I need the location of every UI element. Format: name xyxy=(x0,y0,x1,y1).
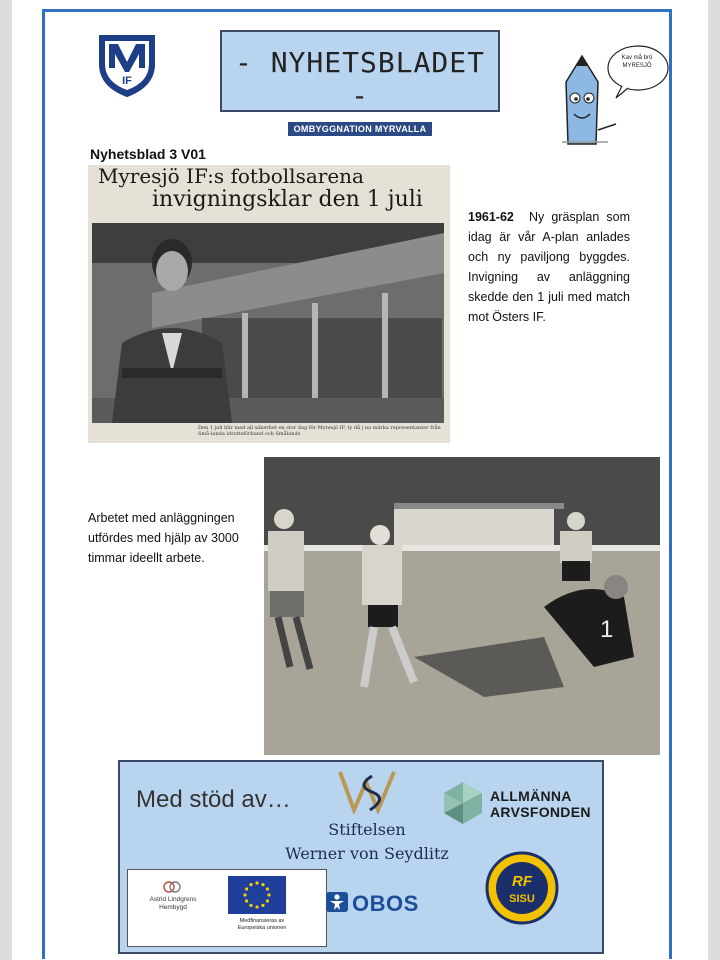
volunteer-work-paragraph: Arbetet med anläggningen utfördes med hjälp av 3000 timmar ideellt arbete. xyxy=(88,511,239,565)
rf-sisu-logo xyxy=(482,850,562,926)
jersey-number-graphic: 1 xyxy=(600,616,614,643)
astrid-line2: Hembygd xyxy=(159,904,187,911)
newsletter-title: - NYHETSBLADET - xyxy=(234,46,485,112)
arvsfonden-logo xyxy=(440,780,486,826)
newsletter-title-box xyxy=(220,30,500,134)
stiftelsen-name xyxy=(272,818,462,866)
history-paragraph xyxy=(468,207,630,327)
clipping-caption: Den 1 juli blir med all säkerhet en stor dag för Myresjö IF, ty då | na märka representanter från Små-landa idrottsförbund och Smålands xyxy=(198,425,441,437)
arvsfonden-line2: ARVSFONDEN xyxy=(490,804,591,820)
clipping-headline-line1: Myresjö IF:s fotbollsarena xyxy=(98,165,364,188)
newspaper-clipping xyxy=(88,165,450,443)
eu-line2: Europeiska unionen xyxy=(237,925,287,931)
obos-name: OBOS xyxy=(352,891,419,916)
clipping-headline xyxy=(92,165,444,213)
astrid-lindgren-rings-icon xyxy=(162,880,182,894)
newsletter-subtitle: OMBYGGNATION MYRVALLA xyxy=(288,122,433,136)
astrid-lindgren-name xyxy=(132,896,214,912)
arvsfonden-line1: ALLMÄNNA xyxy=(490,788,572,804)
history-year: 1961-62 xyxy=(468,210,514,224)
club-shield-logo xyxy=(96,30,158,98)
mascot-speech-bubble: Kav må brö MYRESJÖ xyxy=(621,55,653,69)
stiftelsen-line1: Stiftelsen xyxy=(328,820,406,839)
support-heading: Med stöd av… xyxy=(136,786,291,813)
issue-label: Nyhetsblad 3 V01 xyxy=(90,146,206,162)
clipping-photo-pavilion xyxy=(92,223,444,423)
history-text: Ny gräsplan som idag är vår A-plan anlades och ny paviljong byggdes. Invigning av anläggning skedde den 1 juli med match mot Östers IF. xyxy=(468,210,630,324)
sisu-logo-text: SISU xyxy=(509,893,535,905)
rf-logo-text: RF xyxy=(512,873,532,890)
arvsfonden-name xyxy=(490,788,591,820)
svg-text:IF: IF xyxy=(122,75,132,87)
eu-flag-icon xyxy=(228,876,286,914)
clipping-headline-line2: invigningsklar den 1 juli xyxy=(152,187,423,212)
eu-cofinanced-text xyxy=(222,918,302,932)
match-photo xyxy=(264,457,660,755)
obos-logo-icon xyxy=(326,890,348,914)
astrid-line1: Astrid Lindgrens xyxy=(149,896,197,903)
eu-line1: Medfinansieras av xyxy=(239,918,285,924)
werner-von-seydlitz-logo xyxy=(336,768,400,814)
stiftelsen-line2: Werner von Seydlitz xyxy=(285,844,449,863)
